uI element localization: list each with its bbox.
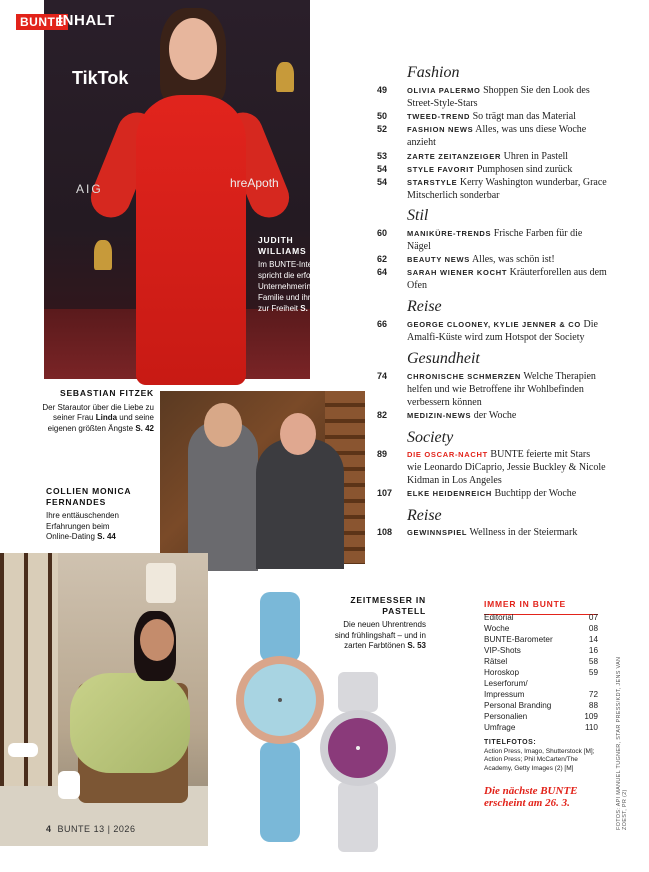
immer-page: 59 bbox=[588, 668, 598, 677]
toc-keyword: STYLE FAVORIT bbox=[407, 165, 475, 174]
immer-label: BUNTE-Barometer bbox=[484, 635, 553, 644]
fitzek-page: S. 42 bbox=[135, 423, 154, 433]
immer-page: 58 bbox=[588, 657, 598, 666]
toc-entry[interactable] bbox=[377, 448, 607, 487]
red-dress-shape bbox=[136, 95, 246, 385]
toc-page-number: 107 bbox=[377, 488, 393, 498]
toc-keyword: MANIKÜRE-TRENDS bbox=[407, 229, 492, 238]
chopard-watch-image bbox=[238, 592, 328, 842]
toc-text: Uhren in Pastell bbox=[503, 151, 569, 162]
immer-row[interactable] bbox=[484, 711, 598, 722]
toc-entry[interactable] bbox=[377, 110, 607, 123]
collien-page: S. 44 bbox=[97, 532, 116, 541]
fitzek-text-a: Der Starautor über die Liebe zu seiner Frau bbox=[42, 402, 154, 422]
immer-page: 08 bbox=[588, 624, 598, 633]
immer-page: 07 bbox=[588, 613, 598, 622]
judith-page: S. 84 bbox=[300, 304, 319, 313]
toc-text: Shoppen Sie den Look des Street-Style-Stars bbox=[407, 85, 590, 109]
immer-row[interactable] bbox=[484, 623, 598, 634]
immer-row[interactable] bbox=[484, 645, 598, 656]
toc-page-number: 89 bbox=[377, 449, 388, 459]
judith-williams-photo bbox=[44, 0, 345, 379]
toc-page-number: 82 bbox=[377, 410, 388, 420]
footer-year: 2026 bbox=[113, 824, 136, 834]
collien-text bbox=[46, 511, 128, 543]
zeitmesser-title-2: PASTELL bbox=[382, 605, 426, 616]
toc-page-number: 62 bbox=[377, 254, 388, 264]
toc-entry[interactable] bbox=[377, 526, 607, 539]
titelfotos-credits bbox=[484, 739, 604, 773]
bambi-statue-icon bbox=[276, 62, 294, 92]
toc-page-number: 50 bbox=[377, 111, 388, 121]
face-shape bbox=[140, 619, 174, 661]
titelfotos-text: Action Press, Imago, Shutterstock [M]; Action Press; Phil McCarten/The Academy, Getty Images (2) [M] bbox=[484, 747, 595, 772]
immer-page: 16 bbox=[588, 646, 598, 655]
immer-page: 14 bbox=[588, 635, 598, 644]
fitzek-text-b: und seine eigenen größten Ängste bbox=[47, 413, 154, 433]
immer-label: Personalien bbox=[484, 712, 528, 721]
immer-page: 109 bbox=[584, 712, 598, 721]
toc-entry[interactable] bbox=[377, 266, 607, 292]
toc-keyword: OLIVIA PALERMO bbox=[407, 86, 481, 95]
section-stil: Stil bbox=[407, 207, 429, 224]
toc-keyword: SARAH WIENER KOCHT bbox=[407, 268, 508, 277]
toc-entry[interactable] bbox=[377, 84, 607, 110]
collien-photo bbox=[0, 553, 208, 846]
immer-row[interactable] bbox=[484, 612, 598, 623]
toc-page-number: 49 bbox=[377, 85, 388, 95]
toc-keyword: DIE OSCAR-NACHT bbox=[407, 450, 488, 459]
immer-label: Horoskop bbox=[484, 668, 520, 677]
next-issue-line1: Die nächste BUNTE bbox=[484, 785, 578, 797]
immer-row[interactable] bbox=[484, 656, 598, 667]
toc-text: der Woche bbox=[473, 410, 517, 421]
immer-row[interactable] bbox=[484, 634, 598, 645]
next-issue bbox=[484, 785, 578, 809]
woman-shape bbox=[256, 439, 344, 569]
toc-page-number: 54 bbox=[377, 177, 388, 187]
toc-page-number: 108 bbox=[377, 527, 393, 537]
page-number: 4 bbox=[46, 824, 52, 834]
judith-caption bbox=[258, 235, 348, 314]
toc-keyword: GEORGE CLOONEY, KYLIE JENNER & CO bbox=[407, 320, 581, 329]
fitzek-text bbox=[40, 403, 154, 435]
judith-text-body: Im BUNTE-Interview spricht die erfolgreiche Unternehmerin über ihre Familie und ihre Liebe zur Freiheit bbox=[258, 260, 345, 313]
collien-title-1: COLLIEN MONICA bbox=[46, 486, 132, 496]
section-reise: Reise bbox=[407, 507, 442, 524]
immer-label: VIP-Shots bbox=[484, 646, 521, 655]
toc-page-number: 54 bbox=[377, 164, 388, 174]
immer-page: 88 bbox=[588, 701, 598, 710]
toc-page-number: 66 bbox=[377, 319, 388, 329]
toc-page-number: 74 bbox=[377, 371, 388, 381]
watch-center bbox=[278, 698, 282, 702]
toc-entry[interactable] bbox=[377, 370, 607, 409]
woman-head-shape bbox=[280, 413, 316, 455]
green-dress-shape bbox=[70, 673, 190, 773]
immer-label: Impressum bbox=[484, 690, 525, 699]
immer-label: Personal Branding bbox=[484, 701, 552, 710]
tiktok-logo: TikTok bbox=[72, 68, 129, 88]
toc-entry[interactable] bbox=[377, 409, 607, 422]
toc-keyword: TWEED-TREND bbox=[407, 112, 471, 121]
next-issue-line2: erscheint am 26. 3. bbox=[484, 797, 570, 809]
toc-page-number: 53 bbox=[377, 151, 388, 161]
judith-title-1: JUDITH bbox=[258, 235, 294, 245]
page-footer: 4 BUNTE 13 | 2026 bbox=[46, 824, 136, 834]
toc-keyword: BEAUTY NEWS bbox=[407, 255, 470, 264]
immer-row[interactable] bbox=[484, 700, 598, 711]
toc-text: Welche Therapien helfen und wie Betroffene ihr Wohlbefinden verbessern können bbox=[407, 371, 596, 408]
toc-text: Kräuterforellen aus dem Ofen bbox=[407, 267, 607, 291]
photo-credits: FOTOS: API MANUEL TUGNER, STAR PRESS/KDT, JENS VAN ZOEST, PR (2) bbox=[616, 656, 628, 830]
toc-keyword: CHRONISCHE SCHMERZEN bbox=[407, 372, 522, 381]
immer-row[interactable] bbox=[484, 689, 598, 700]
collien-text-body: Ihre enttäuschenden Erfahrungen beim Online-Dating bbox=[46, 511, 119, 541]
bunte-logo: BUNTE bbox=[16, 14, 68, 30]
toc-text: BUNTE feierte mit Stars wie Leonardo DiCaprio, Jessie Buckley & Nicole Kidman in Los Angeles bbox=[407, 449, 606, 486]
toc-text: Kerry Washington wunderbar, Grace Mitscherlich sonderbar bbox=[407, 177, 607, 201]
toc-keyword: GEWINNSPIEL bbox=[407, 528, 468, 537]
toc-text: Die Amalfi-Küste wird zum Hotspot der Society bbox=[407, 319, 598, 343]
toc-text: Pumphosen sind zurück bbox=[476, 164, 573, 175]
collien-caption bbox=[46, 486, 156, 543]
judith-title-2: WILLIAMS bbox=[258, 246, 307, 256]
toc-keyword: ELKE HEIDENREICH bbox=[407, 489, 492, 498]
fitzek-title: SEBASTIAN FITZEK bbox=[59, 388, 154, 398]
titelfotos-title: TITELFOTOS: bbox=[484, 739, 537, 746]
zeitmesser-title-1: ZEITMESSER IN bbox=[350, 595, 426, 605]
toc-text: Frische Farben für die Nägel bbox=[407, 228, 583, 252]
toc-page-number: 52 bbox=[377, 124, 388, 134]
toc-text: Alles, was schön ist! bbox=[471, 254, 555, 265]
page-title: INHALT bbox=[58, 12, 115, 29]
bracelet-bottom bbox=[338, 782, 378, 852]
face-shape bbox=[169, 18, 217, 80]
toc-page-number: 64 bbox=[377, 267, 388, 277]
fitzek-caption bbox=[40, 388, 154, 434]
toc-text: Wellness in der Steiermark bbox=[469, 527, 578, 538]
toc-entry[interactable] bbox=[377, 487, 607, 500]
section-society: Society bbox=[407, 429, 454, 446]
fitzek-photo bbox=[160, 391, 365, 564]
collien-title-2: FERNANDES bbox=[46, 496, 107, 507]
judith-text bbox=[258, 259, 348, 314]
immer-label: Rätsel bbox=[484, 657, 508, 666]
toc-keyword: MEDIZIN-NEWS bbox=[407, 411, 472, 420]
footer-brand: BUNTE bbox=[57, 824, 91, 834]
lamp-shape bbox=[146, 563, 176, 603]
omega-watch-image bbox=[318, 672, 398, 852]
immer-page: 72 bbox=[588, 690, 598, 699]
toc-entry[interactable] bbox=[377, 318, 607, 344]
immer-label: Editorial bbox=[484, 613, 514, 622]
section-gesundheit: Gesundheit bbox=[407, 350, 480, 367]
toc-text: Buchtipp der Woche bbox=[494, 488, 577, 499]
section-fashion: Fashion bbox=[407, 64, 460, 81]
immer-row[interactable] bbox=[484, 667, 598, 678]
immer-label: Leserforum/ bbox=[484, 679, 528, 688]
immer-row[interactable] bbox=[484, 722, 598, 733]
watch-strap-bottom bbox=[260, 742, 300, 842]
section-reise: Reise bbox=[407, 298, 442, 315]
toc-keyword: ZARTE ZEITANZEIGER bbox=[407, 152, 502, 161]
toc-text: Alles, was uns diese Woche anzieht bbox=[407, 124, 587, 148]
sneaker-shape bbox=[8, 743, 38, 757]
zeitmesser-text-body: Die neuen Uhrentrends sind frühlingshaft – und in zarten Farbtönen bbox=[334, 620, 426, 650]
watch-strap-top bbox=[260, 592, 300, 662]
toc-keyword: STARSTYLE bbox=[407, 178, 458, 187]
toc-entry[interactable] bbox=[377, 123, 607, 149]
toc-entry[interactable] bbox=[377, 253, 607, 266]
zeitmesser-page: S. 53 bbox=[407, 641, 426, 650]
toc-keyword: FASHION NEWS bbox=[407, 125, 474, 134]
toc-page-number: 60 bbox=[377, 228, 388, 238]
fitzek-text-bold: Linda bbox=[95, 413, 118, 422]
footer-issue: 13 bbox=[93, 824, 105, 834]
immer-label: Umfrage bbox=[484, 723, 516, 732]
sneaker-shape bbox=[58, 771, 80, 799]
immer-page: 110 bbox=[584, 723, 598, 732]
toc-text: So trägt man das Material bbox=[472, 111, 576, 122]
toc-entry[interactable] bbox=[377, 150, 607, 163]
toc-entry[interactable] bbox=[377, 176, 607, 202]
aig-sign: AIG bbox=[76, 182, 103, 196]
immer-row[interactable] bbox=[484, 678, 598, 689]
apotheke-sign: hreApoth bbox=[230, 176, 279, 190]
toc-entry[interactable] bbox=[377, 163, 607, 176]
zeitmesser-text bbox=[330, 620, 426, 652]
window-shape bbox=[0, 553, 58, 793]
man-head-shape bbox=[204, 403, 242, 447]
toc-entry[interactable] bbox=[377, 227, 607, 253]
bambi-statue-icon bbox=[94, 240, 112, 270]
bracelet-top bbox=[338, 672, 378, 712]
immer-in-bunte-title: IMMER IN BUNTE bbox=[484, 599, 567, 609]
watch-center bbox=[356, 746, 360, 750]
immer-label: Woche bbox=[484, 624, 510, 633]
zeitmesser-caption bbox=[330, 595, 426, 652]
